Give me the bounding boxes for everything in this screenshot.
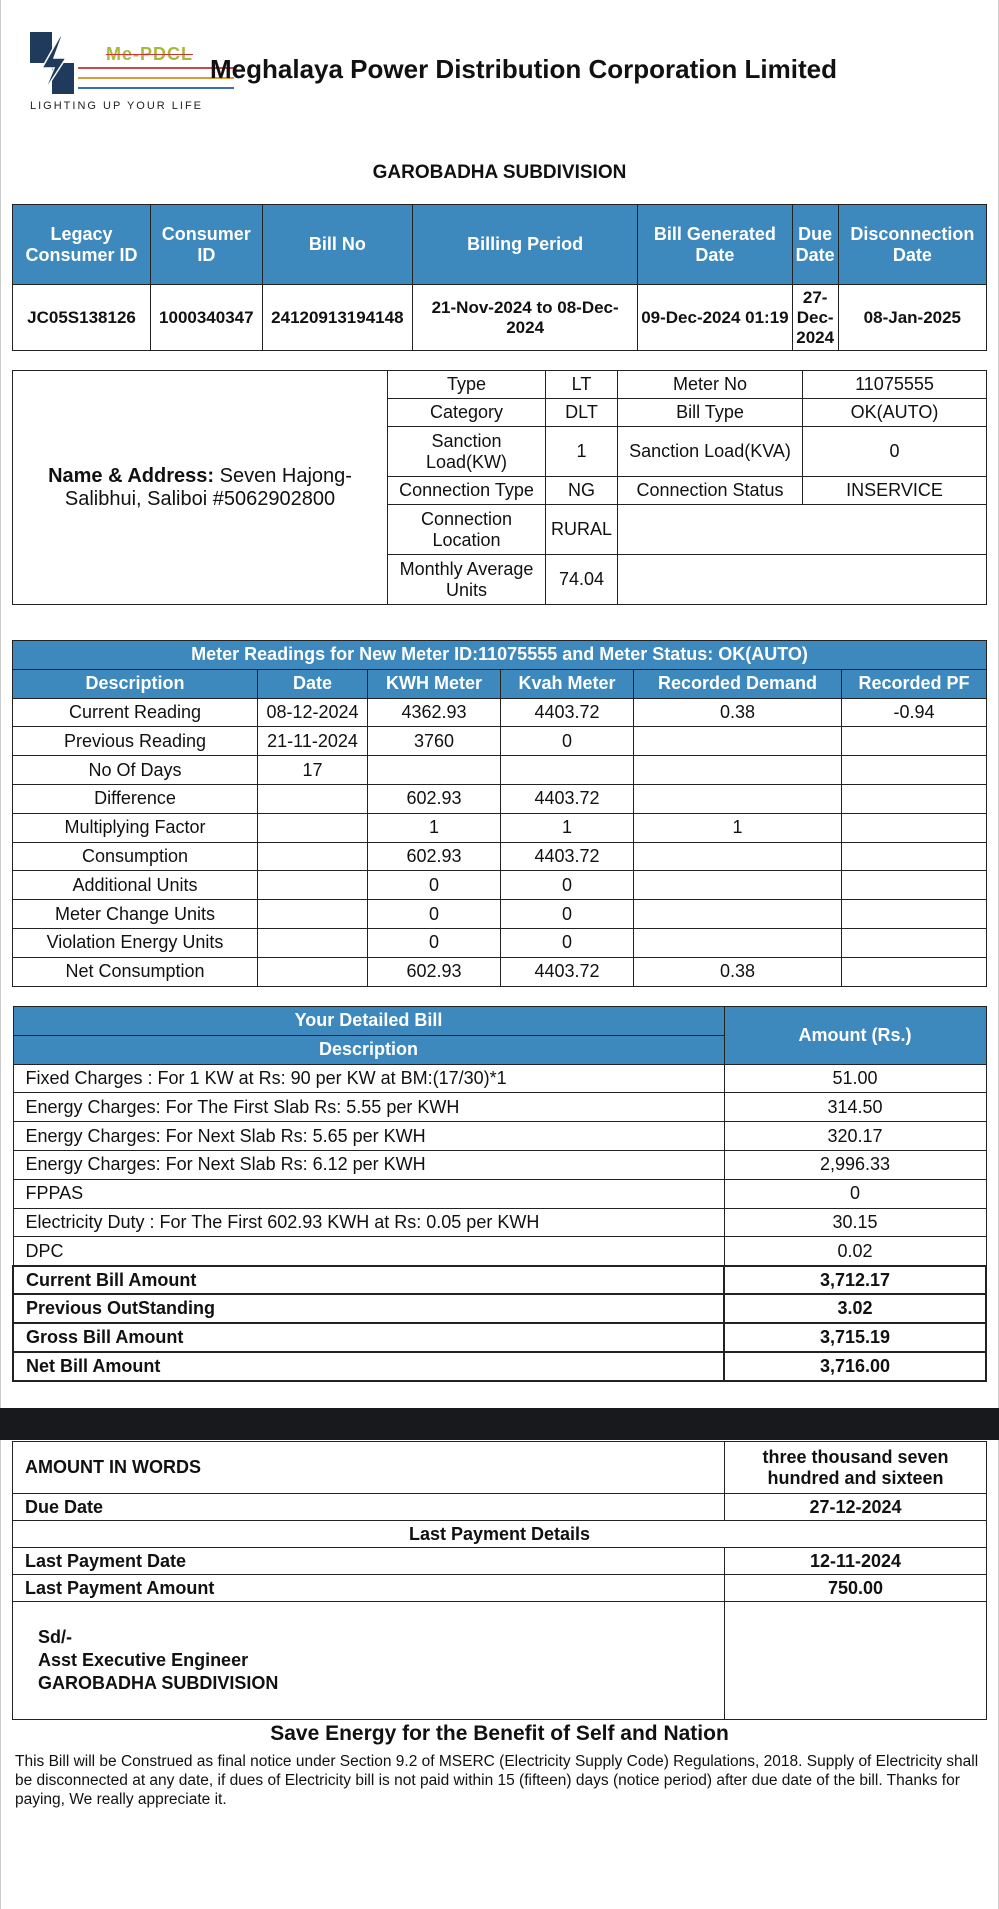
meter-cell: Net Consumption: [13, 957, 258, 986]
info-empty: [618, 505, 987, 555]
meter-cell: [634, 756, 842, 785]
info-key: Sanction Load(KVA): [618, 427, 803, 477]
meter-cell: [368, 756, 501, 785]
bill-description: Fixed Charges : For 1 KW at Rs: 90 per KW at BM:(17/30)*1: [13, 1064, 724, 1093]
info-value: OK(AUTO): [803, 399, 987, 427]
meter-cell: [258, 928, 368, 957]
bill-total-row: [13, 1294, 986, 1323]
logo-tagline: LIGHTING UP YOUR LIFE: [30, 100, 204, 112]
ids-header-cell: Consumer ID: [151, 205, 263, 285]
bill-title-row: [13, 1007, 986, 1036]
meter-cell: [634, 928, 842, 957]
meter-cell: -0.94: [842, 698, 987, 727]
meter-cell: [258, 871, 368, 900]
meter-cell: [634, 871, 842, 900]
last-payment-amount-label: Last Payment Amount: [13, 1575, 725, 1602]
bill-description: Energy Charges: For Next Slab Rs: 5.65 per KWH: [13, 1122, 724, 1151]
bill-row: [13, 1237, 986, 1266]
info-value: RURAL: [546, 505, 618, 555]
meter-cell: 0.38: [634, 698, 842, 727]
meter-header-cell: Recorded Demand: [634, 669, 842, 698]
meter-cell: [501, 756, 634, 785]
meter-cell: Additional Units: [13, 871, 258, 900]
meter-cell: 4403.72: [501, 698, 634, 727]
signature-line: Sd/-: [38, 1627, 72, 1647]
bill-amount: 2,996.33: [724, 1150, 986, 1179]
meter-cell: [634, 727, 842, 756]
meter-row: [13, 813, 987, 842]
meter-row: [13, 928, 987, 957]
info-key: Connection Status: [618, 477, 803, 505]
meter-body: [13, 698, 987, 986]
meter-cell: 602.93: [368, 784, 501, 813]
meter-cell: 17: [258, 756, 368, 785]
billing-period: 21-Nov-2024 to 08-Dec-2024: [413, 285, 638, 351]
info-value: 1: [546, 427, 618, 477]
meter-cell: [258, 813, 368, 842]
last-payment-amount-value: 750.00: [725, 1575, 987, 1602]
last-payment-date-row: [13, 1548, 987, 1575]
bill-body: [13, 1064, 986, 1381]
info-key: Connection Type: [388, 477, 546, 505]
meter-cell: [842, 842, 987, 871]
meter-cell: [842, 727, 987, 756]
ids-header-cell: Legacy Consumer ID: [13, 205, 151, 285]
bill-title: Your Detailed Bill: [13, 1007, 724, 1036]
meter-row: [13, 784, 987, 813]
meter-cell: Multiplying Factor: [13, 813, 258, 842]
meter-row: [13, 900, 987, 929]
bill-description: FPPAS: [13, 1179, 724, 1208]
meter-cell: Difference: [13, 784, 258, 813]
ids-value-row: [13, 285, 987, 351]
meter-title: Meter Readings for New Meter ID:11075555 and Meter Status: OK(AUTO): [13, 641, 987, 670]
disconnection-date: 08-Jan-2025: [838, 285, 986, 351]
meter-header-cell: Description: [13, 669, 258, 698]
bill-amount: 51.00: [724, 1064, 986, 1093]
total-label: Current Bill Amount: [13, 1266, 724, 1295]
total-amount: 3,712.17: [724, 1266, 986, 1295]
ids-header-cell: Bill No: [262, 205, 413, 285]
amount-words-value: three thousand seven hundred and sixteen: [725, 1442, 987, 1494]
meter-row: [13, 842, 987, 871]
meter-header-cell: Recorded PF: [842, 669, 987, 698]
info-value: DLT: [546, 399, 618, 427]
bill-total-row: [13, 1323, 986, 1352]
bill-description: Electricity Duty : For The First 602.93 KWH at Rs: 0.05 per KWH: [13, 1208, 724, 1237]
bill-total-row: [13, 1266, 986, 1295]
meter-cell: [842, 756, 987, 785]
meter-cell: Meter Change Units: [13, 900, 258, 929]
signature-row: [13, 1602, 987, 1720]
info-value: 0: [803, 427, 987, 477]
meter-cell: 4403.72: [501, 842, 634, 871]
info-value: 11075555: [803, 371, 987, 399]
amount-words-label: AMOUNT IN WORDS: [13, 1442, 725, 1494]
due-date-value: 27-12-2024: [725, 1494, 987, 1521]
slogan: Save Energy for the Benefit of Self and Nation: [270, 1722, 729, 1745]
logo-brand: Me-PDCL: [106, 44, 193, 64]
meter-cell: 602.93: [368, 957, 501, 986]
meter-cell: 0: [501, 871, 634, 900]
bill-amount: 30.15: [724, 1208, 986, 1237]
meter-cell: No Of Days: [13, 756, 258, 785]
meter-cell: 0: [501, 928, 634, 957]
name-address-value: Seven Hajong-Salibhui, Saliboi #5062902800: [64, 464, 352, 510]
bill-row: [13, 1150, 986, 1179]
meter-cell: [842, 784, 987, 813]
info-key: Bill Type: [618, 399, 803, 427]
due-date-label: Due Date: [13, 1494, 725, 1521]
meter-row: [13, 698, 987, 727]
meter-header-cell: Kvah Meter: [501, 669, 634, 698]
total-amount: 3.02: [724, 1294, 986, 1323]
last-payment-header-row: [13, 1521, 987, 1548]
meter-row: [13, 957, 987, 986]
bill-header: [30, 30, 970, 120]
meter-cell: 3760: [368, 727, 501, 756]
info-value: NG: [546, 477, 618, 505]
bill-row: [13, 1064, 986, 1093]
meter-cell: [258, 842, 368, 871]
info-value: LT: [546, 371, 618, 399]
bill-amount: 0.02: [724, 1237, 986, 1266]
info-key: Meter No: [618, 371, 803, 399]
info-key: Category: [388, 399, 546, 427]
last-payment-date-label: Last Payment Date: [13, 1548, 725, 1575]
separator-band: [0, 1408, 999, 1440]
meter-cell: 0: [501, 727, 634, 756]
meter-cell: [634, 900, 842, 929]
meter-row: [13, 871, 987, 900]
payment-details-table: [12, 1441, 987, 1720]
info-key: Type: [388, 371, 546, 399]
meter-cell: 0: [368, 871, 501, 900]
bill-description: DPC: [13, 1237, 724, 1266]
meter-cell: 0: [368, 900, 501, 929]
bill-row: [13, 1122, 986, 1151]
meter-cell: [842, 813, 987, 842]
subdivision-title: GAROBADHA SUBDIVISION: [372, 162, 627, 183]
meter-cell: [634, 842, 842, 871]
meter-cell: 1: [501, 813, 634, 842]
total-label: Gross Bill Amount: [13, 1323, 724, 1352]
meter-header-cell: KWH Meter: [368, 669, 501, 698]
meter-cell: Current Reading: [13, 698, 258, 727]
detailed-bill-table: [12, 1006, 987, 1382]
total-label: Net Bill Amount: [13, 1352, 724, 1381]
meter-cell: [842, 871, 987, 900]
company-name: Meghalaya Power Distribution Corporation Limited: [210, 54, 837, 84]
bill-no: 24120913194148: [262, 285, 413, 351]
info-value: INSERVICE: [803, 477, 987, 505]
info-key: Monthly Average Units: [388, 555, 546, 605]
meter-cell: 21-11-2024: [258, 727, 368, 756]
ids-header-cell: Disconnection Date: [838, 205, 986, 285]
last-payment-amount-row: [13, 1575, 987, 1602]
signature-office: GAROBADHA SUBDIVISION: [38, 1673, 279, 1693]
meter-row: [13, 727, 987, 756]
ids-header-cell: Due Date: [792, 205, 838, 285]
meter-cell: Consumption: [13, 842, 258, 871]
last-payment-date-value: 12-11-2024: [725, 1548, 987, 1575]
total-amount: 3,716.00: [724, 1352, 986, 1381]
meter-cell: Violation Energy Units: [13, 928, 258, 957]
info-value: 74.04: [546, 555, 618, 605]
legacy-consumer-id: JC05S138126: [13, 285, 151, 351]
desc-header: Description: [13, 1035, 724, 1064]
last-payment-header: Last Payment Details: [13, 1521, 987, 1548]
meter-row: [13, 756, 987, 785]
total-amount: 3,715.19: [724, 1323, 986, 1352]
bill-row: [13, 1179, 986, 1208]
meter-cell: 4403.72: [501, 784, 634, 813]
bill-row: [13, 1208, 986, 1237]
meter-cell: 1: [634, 813, 842, 842]
meter-cell: 1: [368, 813, 501, 842]
signature-designation: Asst Executive Engineer: [38, 1650, 249, 1670]
name-address-cell: [13, 371, 388, 605]
meter-cell: [258, 784, 368, 813]
meter-cell: Previous Reading: [13, 727, 258, 756]
meter-cell: 4362.93: [368, 698, 501, 727]
meter-cell: 4403.72: [501, 957, 634, 986]
legal-notice: This Bill will be Construed as final notice under Section 9.2 of MSERC (Electricity Supply Code) Regulations, 2018. Supply of Electricity shall be disconnected at any date, if dues of Electricity bill is not paid within 15 (fifteen) days (notice period) after due date of the bill. Thanks for paying, We really appreciate it.: [15, 1753, 979, 1808]
meter-cell: [842, 957, 987, 986]
company-logo-icon: [30, 32, 74, 94]
info-row: [13, 371, 987, 399]
meter-cell: [258, 957, 368, 986]
meter-cell: [842, 928, 987, 957]
meter-cell: 602.93: [368, 842, 501, 871]
ids-header-cell: Billing Period: [413, 205, 638, 285]
bill-generated-date: 09-Dec-2024 01:19: [638, 285, 793, 351]
bill-amount: 320.17: [724, 1122, 986, 1151]
bill-row: [13, 1093, 986, 1122]
consumer-info-table: [12, 370, 987, 605]
bill-description: Energy Charges: For Next Slab Rs: 6.12 per KWH: [13, 1150, 724, 1179]
ids-header-cell: Bill Generated Date: [638, 205, 793, 285]
meter-cell: [634, 784, 842, 813]
due-date-row: [13, 1494, 987, 1521]
amount-words-row: [13, 1442, 987, 1494]
consumer-id: 1000340347: [151, 285, 263, 351]
total-label: Previous OutStanding: [13, 1294, 724, 1323]
signature-empty: [725, 1602, 987, 1720]
info-empty: [618, 555, 987, 605]
meter-readings-table: [12, 640, 987, 987]
info-key: Sanction Load(KW): [388, 427, 546, 477]
bill-identifiers-table: [12, 204, 987, 351]
meter-cell: 0.38: [634, 957, 842, 986]
meter-cell: [258, 900, 368, 929]
ids-header-row: [13, 205, 987, 285]
meter-header-cell: Date: [258, 669, 368, 698]
bill-amount: 314.50: [724, 1093, 986, 1122]
bill-amount: 0: [724, 1179, 986, 1208]
meter-cell: [842, 900, 987, 929]
meter-header-row: [13, 669, 987, 698]
info-key: Connection Location: [388, 505, 546, 555]
meter-cell: 0: [368, 928, 501, 957]
name-address-label: Name & Address:: [48, 464, 215, 487]
due-date: 27-Dec-2024: [792, 285, 838, 351]
meter-cell: 08-12-2024: [258, 698, 368, 727]
bill-description: Energy Charges: For The First Slab Rs: 5.55 per KWH: [13, 1093, 724, 1122]
meter-title-row: [13, 641, 987, 670]
amount-header: Amount (Rs.): [724, 1007, 986, 1065]
signature-cell: [13, 1602, 725, 1720]
bill-total-row: [13, 1352, 986, 1381]
meter-cell: 0: [501, 900, 634, 929]
